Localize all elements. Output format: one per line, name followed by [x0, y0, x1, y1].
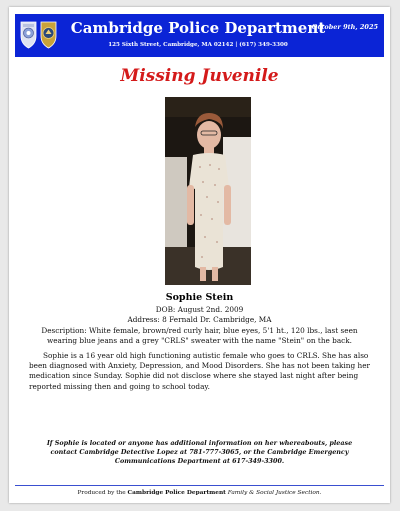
flyer-page — [9, 7, 390, 503]
contact-info: If Sophie is located or anyone has additional information on her whereabouts, please contact Cambridge Detective Lopez at 781-777-3065, or the Cambridge Emergency Communications Department at 617-349-3300. — [46, 439, 353, 465]
person-details — [29, 305, 370, 392]
missing-headline: Missing Juvenile — [120, 66, 279, 86]
police-badge-icon — [19, 18, 38, 49]
person-address: Address: 8 Fernald Dr. Cambridge, MA — [127, 315, 272, 325]
footer-divider — [15, 485, 384, 486]
flyer-date: October 9th, 2025 — [311, 23, 378, 31]
footer-credit — [9, 489, 390, 497]
background-paragraph: Sophie is a 16 year old high functioning autistic female who goes to CRLS. She has also been diagnosed with Anxiety, Depression, and Mood Disorders. She has not been taking her medication since Sunday. Sophie did not disclose where she stayed last night after being reported missing then and going to school today. — [29, 350, 371, 391]
footer-section: Family & Social Justice Section. — [225, 490, 322, 496]
person-name: Sophie Stein — [165, 292, 234, 303]
person-description: Description: White female, brown/red curly hair, blue eyes, 5'1 ht., 120 lbs., last seen wearing blue jeans and a grey "CRLS" sweater with the name "Stein" on the back. — [41, 325, 358, 346]
footer-prefix: Produced by the — [77, 490, 128, 496]
department-title: Cambridge Police Department — [70, 19, 326, 37]
footer-department: Cambridge Police Department — [127, 490, 226, 496]
city-seal-icon — [39, 18, 58, 49]
department-address: 125 Sixth Street, Cambridge, MA 02142 | (617) 349-3300 — [108, 42, 288, 48]
person-dob: DOB: August 2nd. 2009 — [155, 305, 244, 314]
person-photo — [165, 97, 251, 285]
header-banner — [15, 14, 384, 57]
